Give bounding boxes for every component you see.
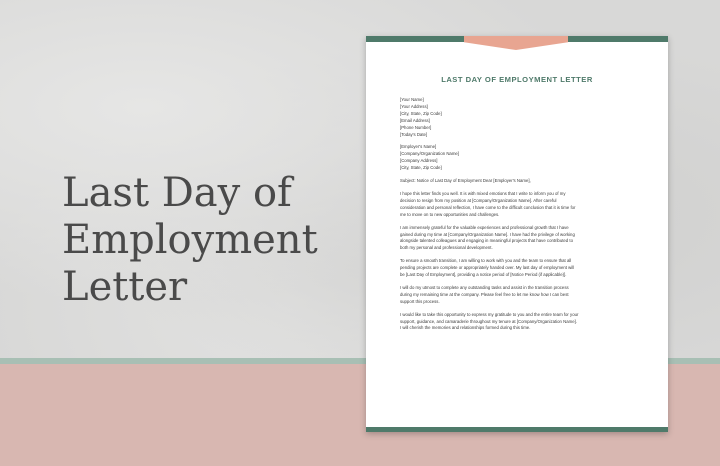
paragraph-line: be [Last Day of Employment], providing a notice period of [Notice Period (if applicable)]. [400,272,567,278]
paragraph-line: support this process. [400,298,440,304]
document-ribbon-tab [464,36,568,50]
hero-title [62,170,362,311]
document-title: LAST DAY OF EMPLOYMENT LETTER [441,75,593,84]
sender-line: [Your Address] [400,103,428,109]
hero-title-line-1: Last Day of [62,170,292,216]
paragraph-line: both my personal and professional development. [400,245,493,251]
paragraph-line: I will cherish the memories and relationships formed during this time. [400,325,531,331]
paragraph-line: pending projects are complete or appropriately handed over. My last day of employment will [400,265,575,271]
subject-line: Subject: Notice of Last Day of Employment Dear [Employer's Name], [400,178,531,184]
sender-line: [Email Address] [400,117,430,123]
paragraph-line: I would like to take this opportunity to express my gratitude to you and the entire team for your [400,311,579,317]
paragraph-line: To ensure a smooth transition, I am willing to work with you and the team to ensure that all [400,258,572,264]
recipient-line: [Company Address] [400,158,438,164]
paragraph-line: I will do my utmost to complete any outstanding tasks and assist in the transition process [400,284,569,290]
paragraph-line: I hope this letter finds you well. It is with mixed emotions that I write to inform you of my [400,190,566,196]
hero-title-line-2: Employment [62,217,318,263]
sender-line: [Your Name] [400,97,424,102]
sender-line: [Phone Number] [400,124,432,130]
recipient-line: [Company/Organization Name] [400,151,459,157]
paragraph-line: me to move on to new opportunities and challenges. [400,211,500,217]
recipient-line: [City, State, Zip Code] [400,165,442,171]
document-bottom-bar [366,427,668,432]
paragraph-line: gained during my time at [Company/Organization Name]. I have had the privilege of working [400,231,575,237]
paragraph-line: I am immensely grateful for the valuable experiences and professional growth that I have [400,224,569,230]
paragraph-line: support, guidance, and camaraderie throughout my tenure at [Company/Organization Name]. [400,318,577,324]
letter-document [366,36,668,432]
document-body [400,97,644,332]
paragraph-line: during my remaining time at the company. Please feel free to let me know how I can best [400,291,569,297]
sender-line: [City, State, Zip Code] [400,110,442,116]
paragraph-line: consideration and personal reflection, I have come to the difficult conclusion that it is time for [400,204,576,210]
paragraph-line: alongside talented colleagues and engaging in meaningful projects that have contributed to [400,238,573,244]
recipient-line: [Employer's Name] [400,144,437,150]
paragraph-line: decision to resign from my position at [Company/Organization Name]. After careful [400,197,557,203]
sender-line: [Today's Date] [400,131,428,137]
hero-title-line-3: Letter [62,264,188,310]
